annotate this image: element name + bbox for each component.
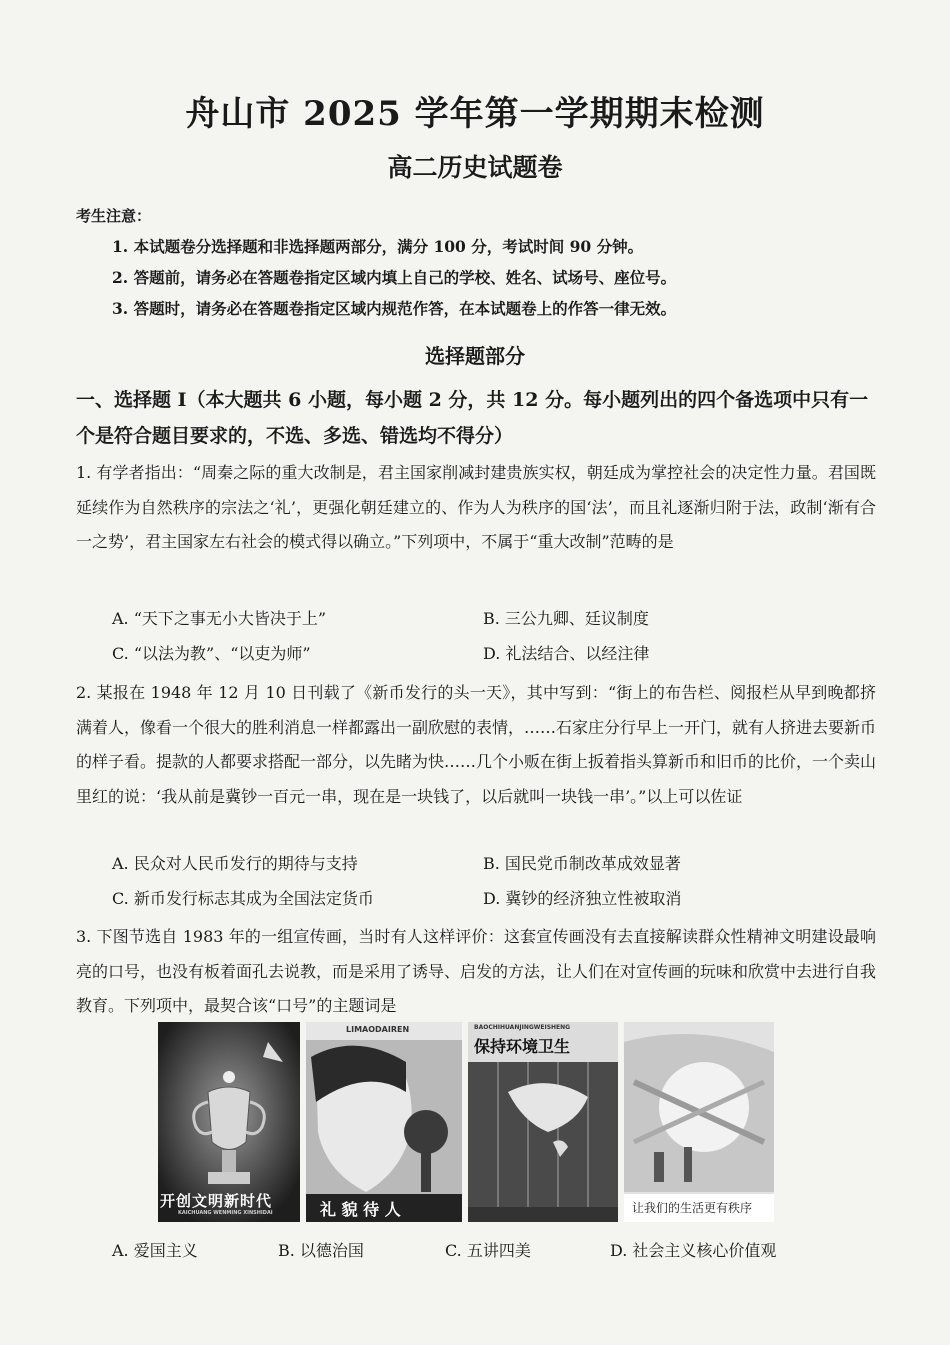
question-2-stem: 2. 某报在 1948 年 12 月 10 日刊载了《新币发行的头一天》，其中写到：“街上的布告栏、阅报栏从早到晚都挤满着人，像看一个很大的胜利消息一样都露出一副欣慰的表情，……石家庄分行早上一开门，就有人挤进去要新币的样子看。提款的人都要求搭配一部分，以先睹为快……几个小贩在街上扳着指头算新币和旧币的比价，一个卖山里红的说：‘我从前是冀钞一百元一串，现在是一块钱了，以后就叫一块钱一串’。”以上可以佐证 <box>76 683 877 806</box>
question-1-option-d: D. 礼法结合、以经注律 <box>483 644 650 663</box>
poster-3-topline: BAOCHIHUANJINGWEISHENG <box>474 1024 571 1031</box>
question-2-option-a: A. 民众对人民币发行的期待与支持 <box>112 854 358 873</box>
poster-order <box>624 1022 774 1222</box>
question-1-option-c: C. “以法为教”、“以吏为师” <box>112 644 311 663</box>
poster-courtesy <box>306 1022 462 1222</box>
part1-heading: 一、选择题 Ⅰ（本大题共 6 小题，每小题 2 分，共 12 分。每小题列出的四个备选项中只有一个是符合题目要求的，不选、多选、错选均不得分） <box>76 389 869 447</box>
poster-1-caption: 开创文明新时代 <box>160 1192 273 1210</box>
woman-portrait-poster-image <box>306 1022 462 1222</box>
question-3-option-a: A. 爱国主义 <box>112 1241 198 1260</box>
section-title: 选择题部分 <box>425 344 525 368</box>
poster-2-topline: LIMAODAIREN <box>346 1025 410 1034</box>
question-3-option-d: D. 社会主义核心价值观 <box>610 1241 777 1260</box>
abstract-poster-image <box>624 1022 774 1222</box>
question-1-stem: 1. 有学者指出：“周秦之际的重大改制是，君主国家削减封建贵族实权，朝廷成为掌控社会的决定性力量。君国既延续作为自然秩序的宗法之‘礼’，更强化朝廷建立的、作为人为秩序的国‘法’，而且礼逐渐归附于法，政制‘渐有合一之势’，君主国家左右社会的模式得以确立。”下列项中，不属于“重大改制”范畴的是 <box>76 463 876 551</box>
question-1-option-a: A. “天下之事无小大皆决于上” <box>112 609 327 628</box>
question-3-option-c: C. 五讲四美 <box>445 1241 531 1260</box>
exam-subtitle: 高二历史试题卷 <box>387 153 563 182</box>
poster-hygiene <box>468 1022 618 1222</box>
exam-title: 舟山市 2025 学年第一学期期末检测 <box>185 94 765 134</box>
question-2-option-c: C. 新币发行标志其成为全国法定货币 <box>112 889 374 908</box>
notice-heading: 考生注意： <box>76 207 152 225</box>
notice-item-3: 3. 答题时，请务必在答题卷指定区域内规范作答，在本试题卷上的作答一律无效。 <box>112 299 677 318</box>
notice-item-1: 1. 本试题卷分选择题和非选择题两部分，满分 100 分，考试时间 90 分钟。 <box>112 237 644 256</box>
question-2-option-b: B. 国民党币制改革成效显著 <box>483 854 681 873</box>
notice-item-2: 2. 答题前，请务必在答题卷指定区域内填上自己的学校、姓名、试场号、座位号。 <box>112 268 677 287</box>
poster-1-subcaption: KAICHUANG WENMING XINSHIDAI <box>178 1210 273 1216</box>
question-1-option-b: B. 三公九卿、廷议制度 <box>483 609 649 628</box>
question-3-stem: 3. 下图节选自 1983 年的一组宣传画，当时有人这样评价：这套宣传画没有去直接解读群众性精神文明建设最响亮的口号，也没有板着面孔去说教，而是采用了诱导、启发的方法，让人们在对宣传画的玩味和欣赏中去进行自我教育。下列项中，最契合该“口号”的主题词是 <box>76 927 877 1015</box>
poster-4-caption: 让我们的生活更有秩序 <box>632 1201 753 1215</box>
poster-civilization <box>158 1022 300 1222</box>
poster-3-caption: 保持环境卫生 <box>474 1037 571 1056</box>
question-3-option-b: B. 以德治国 <box>278 1241 364 1260</box>
poster-2-caption: 礼 貌 待 人 <box>320 1200 401 1219</box>
question-2-option-d: D. 冀钞的经济独立性被取消 <box>483 889 682 908</box>
